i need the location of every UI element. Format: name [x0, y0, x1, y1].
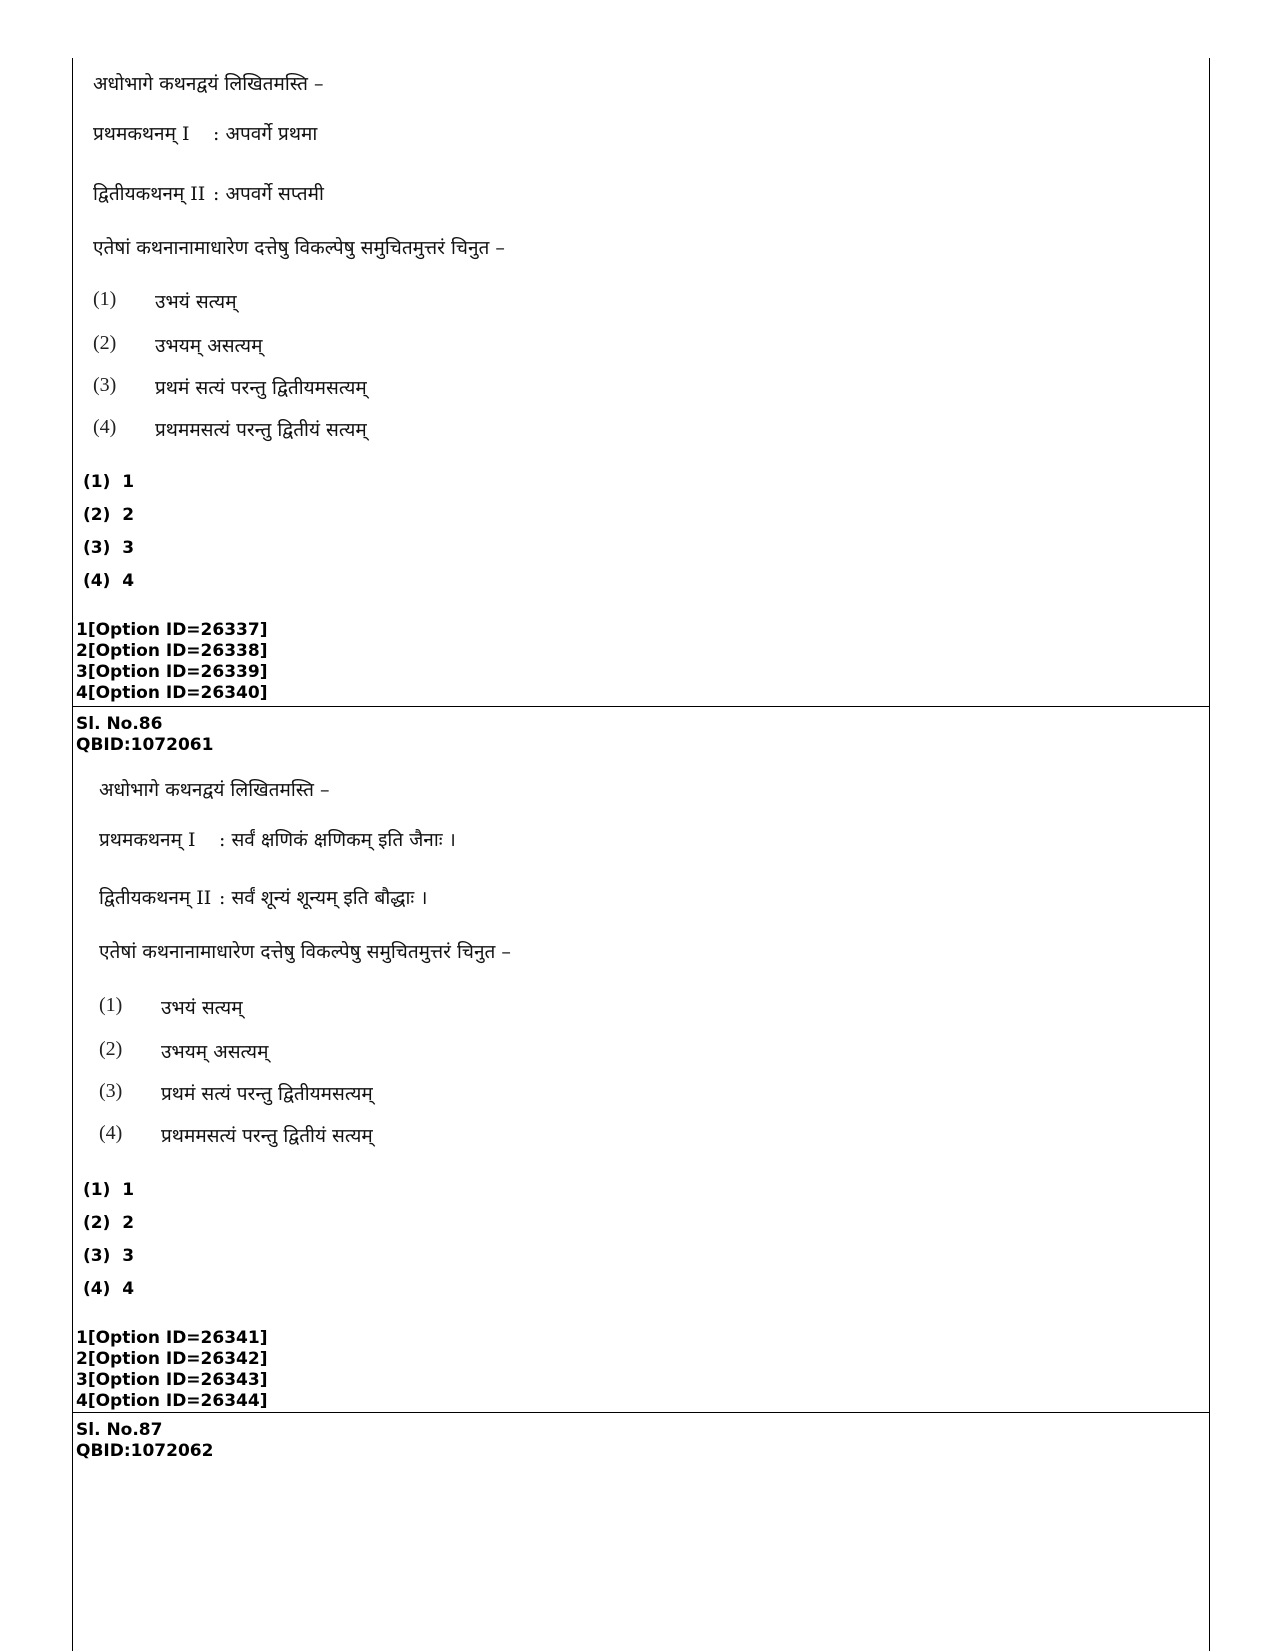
statement-2-label: द्वितीयकथनम् II: [93, 183, 206, 205]
option-id: 1[Option ID=26341]: [76, 1328, 268, 1348]
choice-number: (3): [93, 374, 117, 396]
choice-text: प्रथमं सत्यं परन्तु द्वितीयमसत्यम्: [155, 377, 367, 399]
choice-text: प्रथमं सत्यं परन्तु द्वितीयमसत्यम्: [161, 1083, 373, 1105]
option-id: 2[Option ID=26342]: [76, 1349, 268, 1369]
choice-number: (1): [99, 994, 123, 1016]
statement-1-text: : सर्वं क्षणिकं क्षणिकम् इति जैनाः ।: [219, 829, 456, 851]
option-id: 1[Option ID=26337]: [76, 620, 268, 640]
choice-text: उभयम् असत्यम्: [161, 1041, 269, 1063]
option-id: 4[Option ID=26344]: [76, 1391, 268, 1411]
choice-number: (2): [93, 332, 117, 354]
option-id: 2[Option ID=26338]: [76, 641, 268, 661]
choice-text: उभयं सत्यम्: [161, 997, 243, 1019]
question-divider: [73, 706, 1209, 707]
serial-number: Sl. No.86: [76, 714, 163, 734]
question-divider: [73, 1412, 1209, 1413]
statement-2-text: : अपवर्गे सप्तमी: [213, 183, 324, 205]
choice-text: प्रथममसत्यं परन्तु द्वितीयं सत्यम्: [155, 419, 367, 441]
option-id: 3[Option ID=26339]: [76, 662, 268, 682]
choice-number: (4): [99, 1122, 123, 1144]
statement-2-text: : सर्वं शून्यं शून्यम् इति बौद्धाः ।: [219, 887, 428, 909]
option-id: 4[Option ID=26340]: [76, 683, 268, 703]
statement-1-label: प्रथमकथनम् I: [99, 829, 196, 851]
answer-option[interactable]: (2) 2: [83, 505, 135, 525]
answer-option[interactable]: (3) 3: [83, 538, 135, 558]
choice-number: (4): [93, 416, 117, 438]
choice-text: प्रथममसत्यं परन्तु द्वितीयं सत्यम्: [161, 1125, 373, 1147]
qbid: QBID:1072061: [76, 735, 214, 755]
answer-option[interactable]: (1) 1: [83, 472, 135, 492]
choice-number: (2): [99, 1038, 123, 1060]
answer-option[interactable]: (4) 4: [83, 571, 135, 591]
statement-2-label: द्वितीयकथनम् II: [99, 887, 212, 909]
statement-1-text: : अपवर्गे प्रथमा: [213, 123, 318, 145]
question-instruction: एतेषां कथनानामाधारेण दत्तेषु विकल्पेषु समुचितमुत्तरं चिनुत –: [93, 237, 505, 259]
answer-option[interactable]: (2) 2: [83, 1213, 135, 1233]
option-id: 3[Option ID=26343]: [76, 1370, 268, 1390]
choice-text: उभयम् असत्यम्: [155, 335, 263, 357]
page-frame: [72, 58, 1210, 1651]
choice-text: उभयं सत्यम्: [155, 291, 237, 313]
answer-option[interactable]: (3) 3: [83, 1246, 135, 1266]
question-intro: अधोभागे कथनद्वयं लिखितमस्ति –: [93, 73, 324, 95]
qbid: QBID:1072062: [76, 1441, 214, 1461]
answer-option[interactable]: (4) 4: [83, 1279, 135, 1299]
statement-1-label: प्रथमकथनम् I: [93, 123, 190, 145]
answer-option[interactable]: (1) 1: [83, 1180, 135, 1200]
choice-number: (1): [93, 288, 117, 310]
question-intro: अधोभागे कथनद्वयं लिखितमस्ति –: [99, 779, 330, 801]
question-instruction: एतेषां कथनानामाधारेण दत्तेषु विकल्पेषु समुचितमुत्तरं चिनुत –: [99, 941, 511, 963]
choice-number: (3): [99, 1080, 123, 1102]
serial-number: Sl. No.87: [76, 1420, 163, 1440]
